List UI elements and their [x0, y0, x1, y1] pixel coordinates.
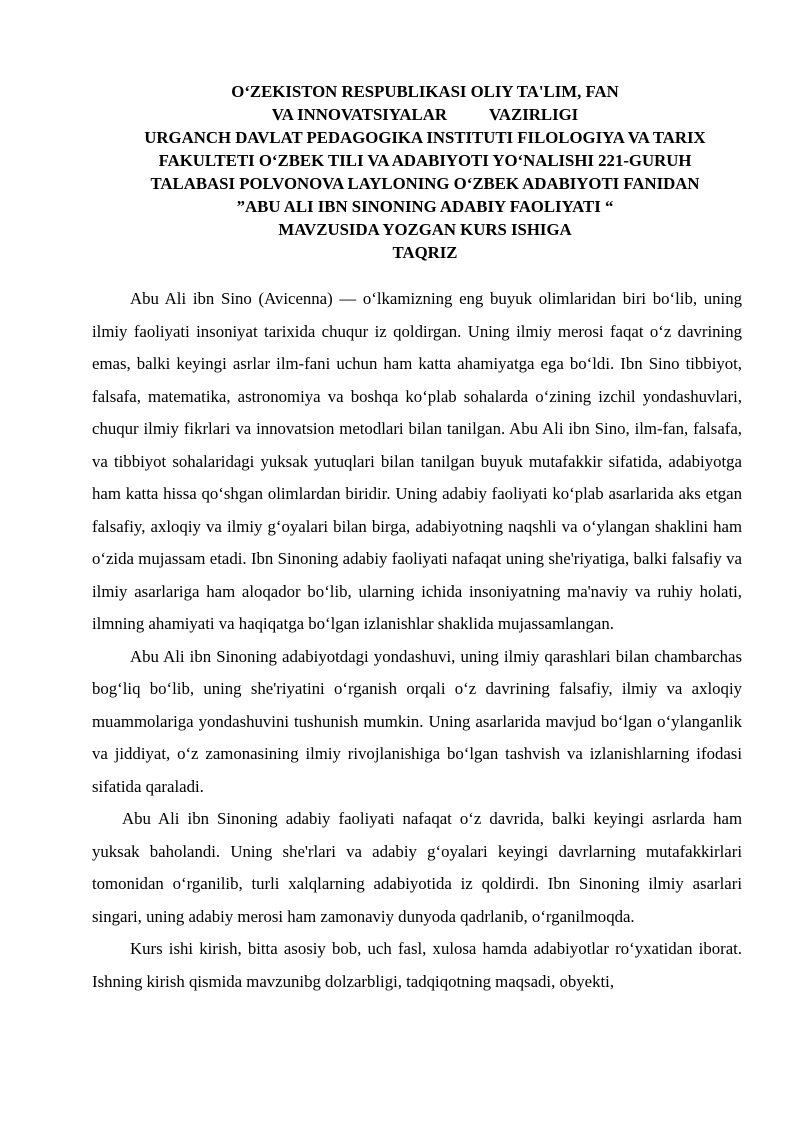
review-body — [92, 283, 742, 998]
heading-line-institute: URGANCH DAVLAT PEDAGOGIKA INSTITUTI FILOLOGIYA VA TARIX — [144, 128, 706, 147]
paragraph-3: Abu Ali ibn Sinoning adabiy faoliyati nafaqat o‘z davrida, balki keyingi asrlarda ham yuksak baholandi. Uning she'rlari va adabiy g‘oyalari keyingi davrlarning mutafakkirlari tomonidan o‘rganilib, turli xalqlarning adabiyotida iz qoldirdi. Ibn Sinoning ilmiy asarlari singari, uning adabiy merosi ham zamonaviy dunyoda qadrlanib, o‘rganilmoqda. — [92, 809, 742, 926]
paragraph-4: Kurs ishi kirish, bitta asosiy bob, uch fasl, xulosa hamda adabiyotlar ro‘yxatidan iborat. Ishning kirish qismida mavzunibg dolzarbligi, tadqiqotning maqsadi, obyekti, — [92, 939, 742, 991]
heading-line-ministry-2b: VAZIRLIGI — [488, 105, 579, 124]
paragraph-1: Abu Ali ibn Sino (Avicenna) — o‘lkamizning eng buyuk olimlaridan biri bo‘lib, uning ilmiy faoliyati insoniyat tarixida chuqur iz qoldirgan. Uning ilmiy merosi faqat o‘z davrining emas, balki keyingi asrlar ilm-fani uchun ham katta ahamiyatga ega bo‘ldi. Ibn Sino tibbiyot, falsafa, matematika, astronomiya va boshqa ko‘plab sohalarda o‘zining izchil yondashuvlari, chuqur ilmiy fikrlari va innovatsion metodlari bilan tanilgan. Abu Ali ibn Sino, ilm-fan, falsafa, va tibbiyot sohalaridagi yuksak yutuqlari bilan tanilgan buyuk mutafakkir sifatida, adabiyotga ham katta hissa qo‘shgan olimlardan biridir. Uning adabiy faoliyati ko‘plab asarlarida aks etgan falsafiy, axloqiy va ilmiy g‘oyalari bilan birga, adabiyotning naqshli va o‘ylangan shaklini ham o‘zida mujassam etadi. Ibn Sinoning adabiy faoliyati nafaqat uning she'riyatiga, balki falsafiy va ilmiy asarlariga ham aloqador bo‘lib, ularning ichida insoniyatning ma'naviy va ruhiy holati, ilmning ahamiyati va haqiqatga bo‘lgan izlanishlar shaklida mujassamlangan. — [92, 289, 742, 633]
heading-line-student: TALABASI POLVONOVA LAYLONING O‘ZBEK ADABIYOTI FANIDAN — [150, 174, 700, 193]
heading-line-topic: ”ABU ALI IBN SINONING ADABIY FAOLIYATI “ — [236, 197, 614, 216]
heading-line-ministry-2a: VA INNOVATSIYALAR — [271, 105, 447, 124]
document-heading — [80, 80, 770, 264]
paragraph-2: Abu Ali ibn Sinoning adabiyotdagi yondashuvi, uning ilmiy qarashlari bilan chambarchas bog‘liq bo‘lib, uning she'riyatini o‘rganish orqali o‘z davrining falsafiy, ilmiy va axloqiy muammolariga yondashuvini tushunish mumkin. Uning asarlarida mavjud bo‘lgan o‘ylanganlik va jiddiyat, o‘z zamonasining ilmiy rivojlanishiga bo‘lgan tashvish va izlanishlarning ifodasi sifatida qaraladi. — [92, 646, 742, 796]
heading-line-review-title: TAQRIZ — [392, 243, 458, 262]
heading-line-course-work: MAVZUSIDA YOZGAN KURS ISHIGA — [278, 220, 572, 239]
heading-line-faculty: FAKULTETI O‘ZBEK TILI VA ADABIYOTI YO‘NALISHI 221-GURUH — [158, 151, 692, 170]
heading-line-ministry: O‘ZEKISTON RESPUBLIKASI OLIY TA'LIM, FAN — [231, 82, 619, 101]
heading-line-ministry-2 — [80, 103, 770, 126]
